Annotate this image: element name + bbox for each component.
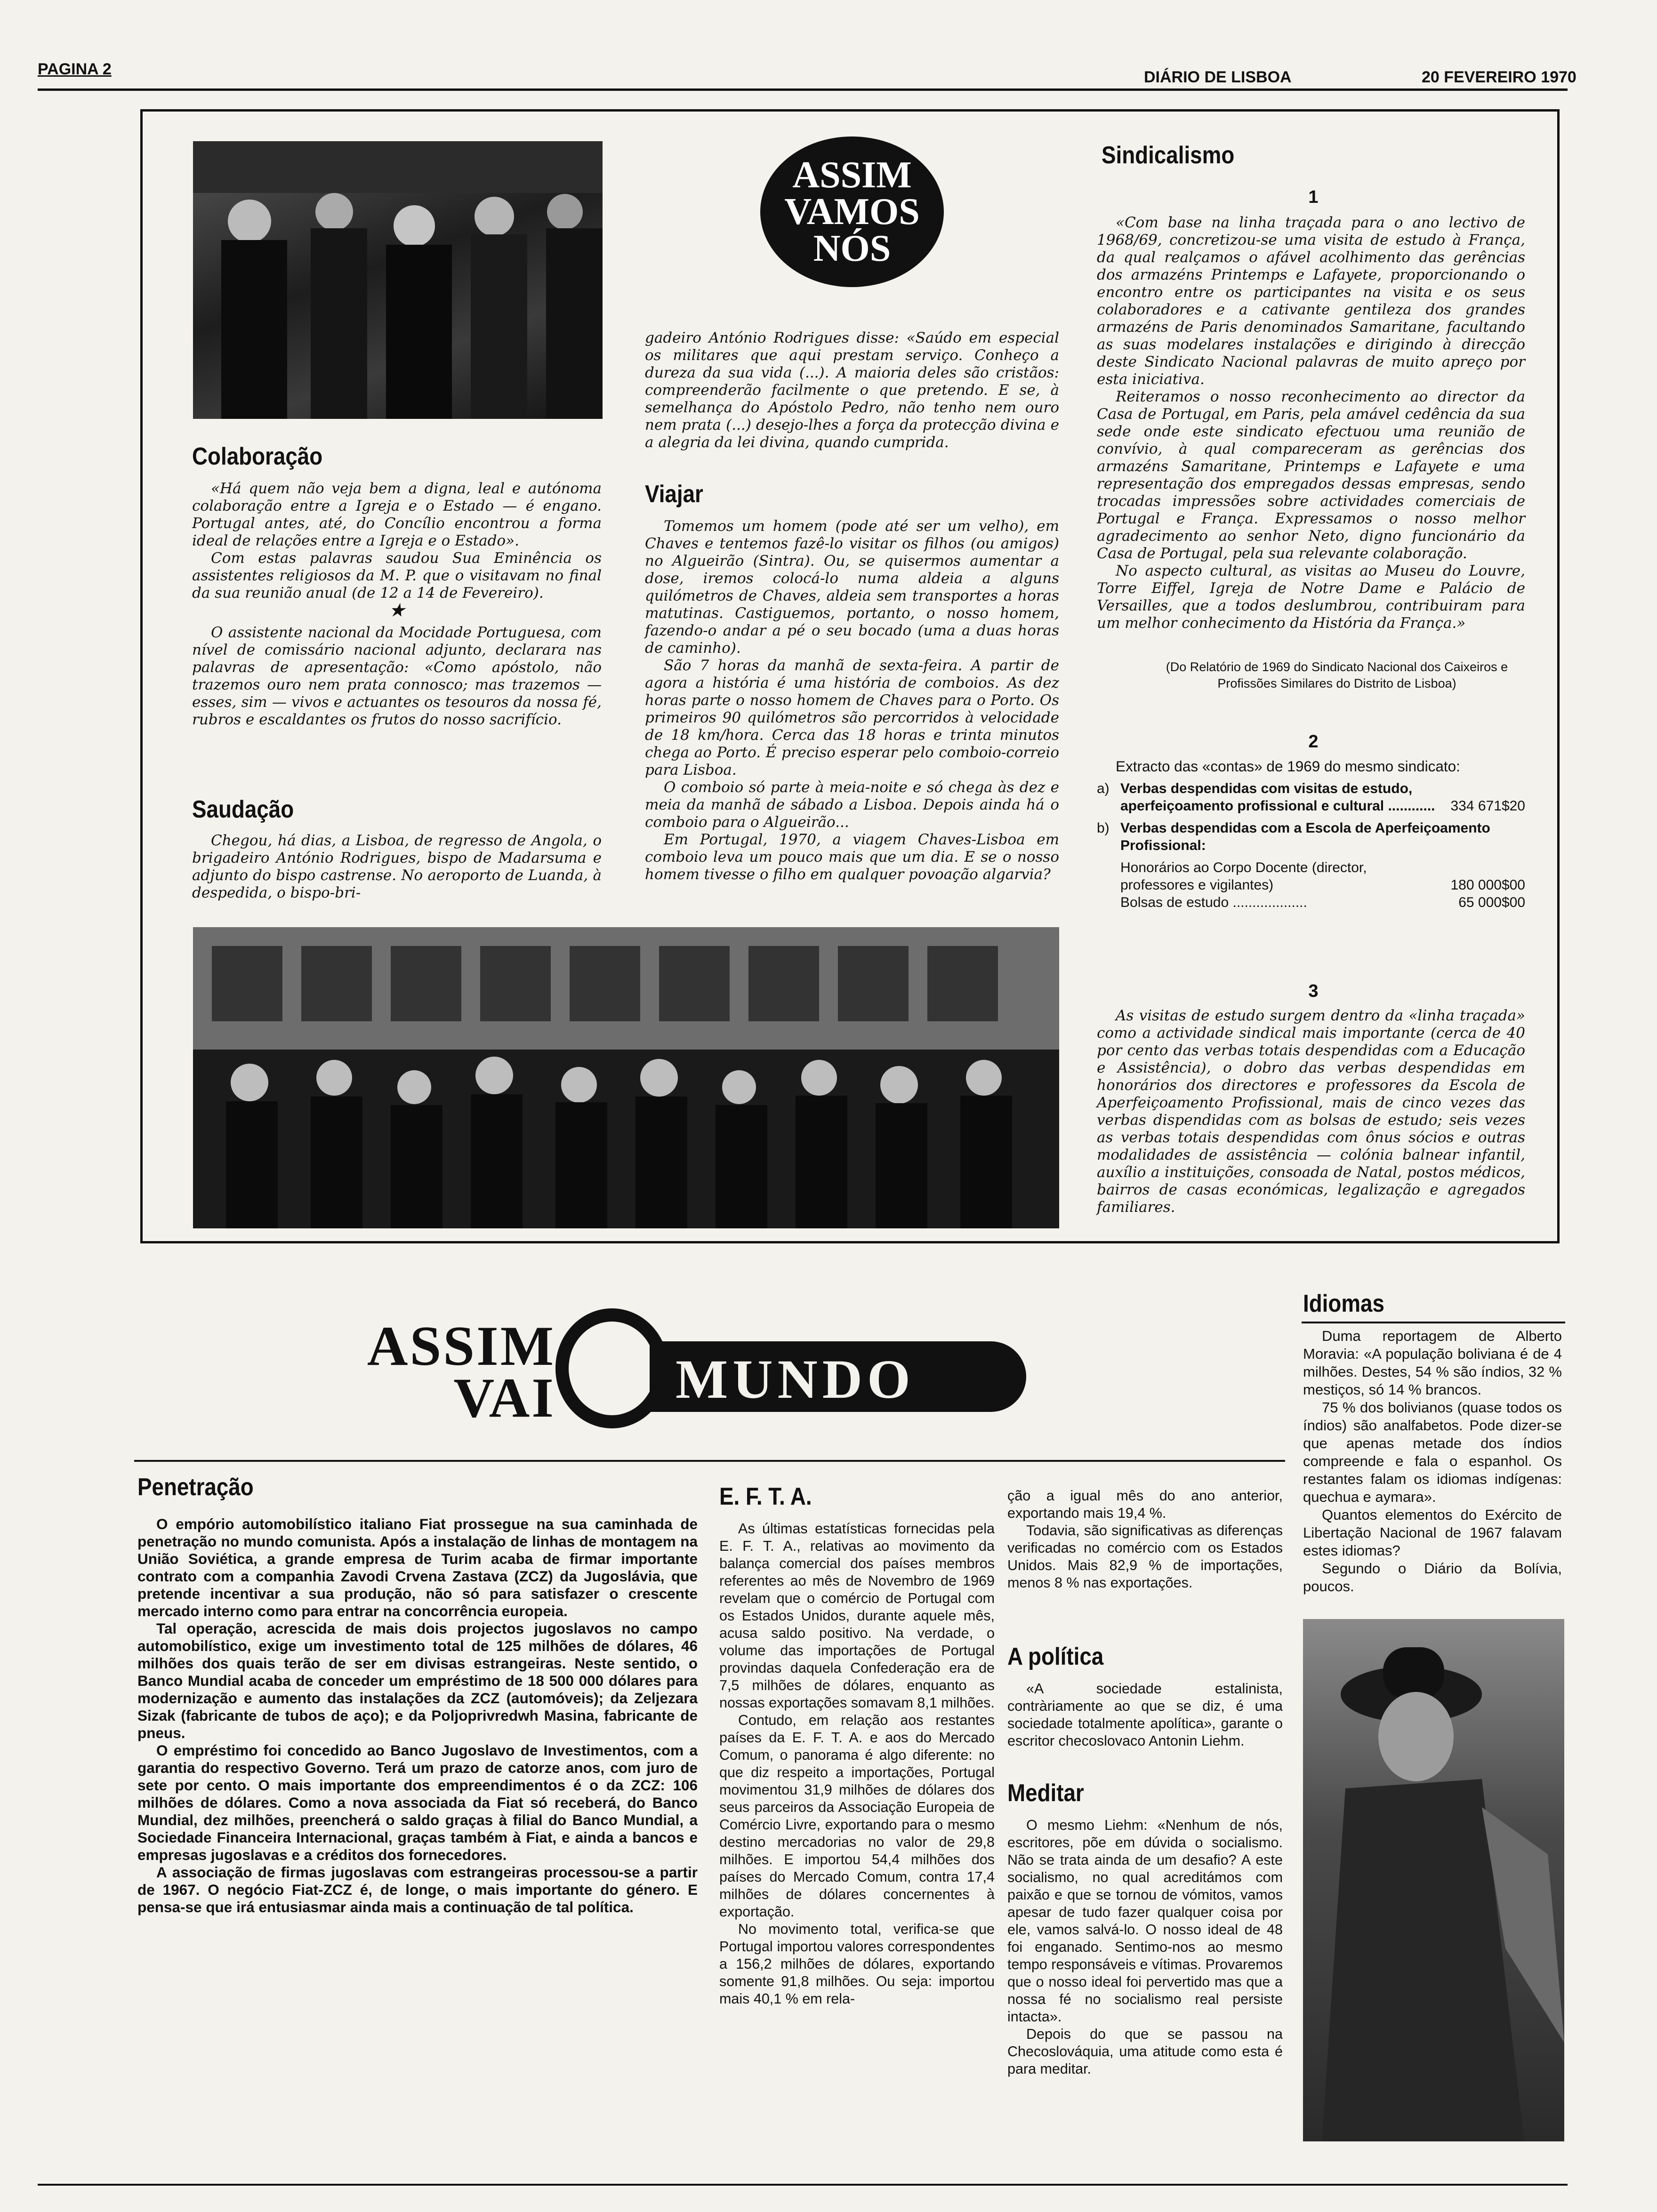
- row-b2-text: Bolsas de estudo ...................: [1120, 895, 1307, 910]
- colaboracao-p2: Com estas palavras saudou Sua Eminência os assistentes religiosos da M. P. que o visitavam no final da sua reunião anual (de 12 a 14 de Fevereiro).: [192, 550, 602, 601]
- efta-heading: E. F. T. A.: [719, 1483, 812, 1510]
- newspaper-name: DIÁRIO DE LISBOA: [1144, 68, 1292, 86]
- viajar-body: [645, 518, 1059, 883]
- accounts-intro: Extracto das «contas» de 1969 do mesmo sindicato:: [1116, 758, 1460, 775]
- meditar-body: [1007, 1817, 1283, 2078]
- politica-body: [1007, 1680, 1283, 1750]
- penetracao-p3: O empréstimo foi concedido ao Banco Jugoslavo de Investimentos, com a garantia do respectivo Governo. Terá um prazo de catorze anos, com juro de sete por cento. O mais importante dos empreendimentos é o da ZCZ: 106 milhões de dólares. Como a nova associada da Fiat só receberá, do Banco Mundial, dez milhões, preencherá o saldo graças à filial do Banco Mundial, a Sociedade Financeira Internacional, graças também à Fiat, e ainda a bancos e empresas jugoslavas e a créditos dos fornecedores.: [137, 1742, 698, 1863]
- idiomas-body: [1303, 1327, 1562, 1595]
- mundo-logo-vai: VAI: [453, 1366, 555, 1429]
- assim-vai-o-mundo-logo: [292, 1308, 1026, 1431]
- saudacao-heading: Saudação: [192, 796, 294, 823]
- accounts-row-b: [1097, 819, 1525, 854]
- penetracao-p4: A associação de firmas jugoslavas com estrangeiras processou-se a partir de 1967. O negócio Fiat-ZCZ é, de longe, o mais importante do género. E pensa-se que irá entusiasmar ainda mais a continuação de tal política.: [137, 1864, 698, 1915]
- row-b1-value: 180 000$00: [1450, 877, 1525, 893]
- accounts-row-a: [1097, 780, 1525, 815]
- sindicalismo-num-2: 2: [1308, 732, 1319, 752]
- colaboracao-p3: O assistente nacional da Mocidade Portuguesa, com nível de comissário nacional adjunto, declarara nas palavras de apresentação: «Como apóstolo, não trazemos ouro nem prata connosco; mas trazemos — esses, sim — vivos e actuantes os tesouros da nossa fé, rubros e escaldantes os frutos do nosso sacrifício.: [192, 624, 602, 728]
- penetracao-heading: Penetração: [137, 1474, 254, 1501]
- sindicalismo-source: (Do Relatório de 1969 do Sindicato Nacional dos Caixeiros e Profissões Similares do Distrito de Lisboa): [1166, 660, 1508, 690]
- saudacao-p1: Chegou, há dias, a Lisboa, de regresso de Angola, o brigadeiro António Rodrigues, bispo de Madarsuma e adjunto do bispo castrense. No aeroporto de Luanda, à despedida, o bispo-bri-: [192, 832, 602, 901]
- sindicalismo-p1: «Com base na linha traçada para o ano lectivo de 1968/69, concretizou-se uma visita de estudo à França, da qual realçamos o afável acolhimento das gerências dos armazéns Printemps e Lafayete, proporcionando o encontro entre os participantes na visita e os seus colaboradores e a cativante gentileza dos grandes armazéns de Paris denominados Samaritane, facultando as suas modelares instalações e dirigindo à direcção deste Sindicato Nacional palavras de muito apreço por esta iniciativa.: [1097, 214, 1525, 388]
- row-a-text: Verbas despendidas com visitas de estudo, aperfeiçoamento profissional e cultural ............: [1120, 781, 1435, 814]
- efta-body-col2: [1007, 1487, 1283, 1592]
- sindicalismo-body-1: [1097, 214, 1525, 632]
- meditar-p2: Depois do que se passou na Checoslováquia, uma atitude como esta é para meditar.: [1007, 2026, 1283, 2077]
- issue-date: 20 FEVEREIRO 1970: [1422, 68, 1577, 86]
- row-a-label: a): [1097, 781, 1110, 796]
- idiomas-p2: 75 % dos bolivianos (quase todos os índios) são analfabetos. Pode dizer-se que apenas metade dos índios compreende e fala o espanhol. Os restantes falam os idiomas indígenas: quechua e aymara».: [1303, 1399, 1562, 1505]
- efta-p4: ção a igual mês do ano anterior, exportando mais 19,4 %.: [1007, 1488, 1283, 1521]
- row-b-label: b): [1097, 820, 1110, 836]
- row-b1-text: Honorários ao Corpo Docente (director, professores e vigilantes): [1120, 860, 1367, 893]
- viajar-heading: Viajar: [645, 481, 703, 508]
- sindicalismo-p3: No aspecto cultural, as visitas ao Museu do Louvre, Torre Eiffel, Igreja de Notre Dame e Palácio de Versailles, que a todos deslumbrou, contribuiram para um melhor conhecimento da História da França.»: [1097, 562, 1525, 632]
- assim-vamos-nos-logo: [760, 136, 944, 287]
- sindicalismo-body-3: [1097, 1007, 1525, 1216]
- penetracao-p1: O empório automobilístico italiano Fiat prossegue na sua caminhada de penetração no mundo comunista. Após a instalação de linhas de montagem na União Soviética, a grande empresa de Turim acaba de firmar importante contrato com a companhia Zavodi Crvena Zastava (ZCZ) da Jugoslávia, que pretende incentivar a sua produção, não só para satisfazer o crescente mercado interno como para entrar na concorrência europeia.: [137, 1515, 698, 1619]
- logo-line-nos: NÓS: [813, 228, 891, 269]
- colaboracao-heading: Colaboração: [192, 443, 323, 470]
- sindicalismo-heading: Sindicalismo: [1102, 142, 1235, 169]
- efta-p3: No movimento total, verifica-se que Portugal importou valores correspondentes a 156,2 milhões de dólares, exportando somente 91,8 milhões. Ou seja: importou mais 40,1 % em rela-: [719, 1921, 995, 2007]
- clergy-photo-shapes: [193, 141, 603, 419]
- header-rule: [38, 88, 1568, 91]
- penetracao-body: [137, 1515, 698, 1916]
- sindicalismo-p4: As visitas de estudo surgem dentro da «linha traçada» como a actividade sindical mais importante (cerca de 40 por cento das verbas totais despendidas com a Educação e Assistência), o dobro das verbas despendidas em honorários dos directores e professores da Escola de Aperfeiçoamento Profissional, mais de cinco vezes das verbas dispendidas com as bolsas de estudo; seis vezes as verbas totais despendidas com ônus sócios e outras modalidades de assistência — colónia balnear infantil, auxílio a instituições, consoada de Natal, postos médicos, bairros de casas económicas, legalização e agregados familiares.: [1097, 1007, 1525, 1216]
- saudacao-p2: gadeiro António Rodrigues disse: «Saúdo em especial os militares que aqui prestam serviço. Conheço a dureza da sua vida (...). A maioria deles são cristãos: compreenderão facilmente o que pretendo. E se, à semelhança do Apóstolo Pedro, não tenho nem ouro nem prata (...) desejo-lhes a força da protecção divina e a alegria da lei divina, quando cumprida.: [645, 329, 1059, 451]
- row-b-text: Verbas despendidas com a Escola de Aperfeiçoamento Profissional:: [1120, 820, 1490, 853]
- idiomas-p4: Segundo o Diário da Bolívia, poucos.: [1303, 1560, 1562, 1595]
- viajar-p4: Em Portugal, 1970, a viagem Chaves-Lisboa em comboio leva um pouco mais que um dia. E se o nosso homem tivesse o filho em qualquer povoação algarvia?: [645, 831, 1059, 883]
- accounts-row-b2: [1097, 894, 1525, 911]
- mundo-logo-mundo: MUNDO: [676, 1348, 915, 1410]
- saudacao-body: [192, 832, 602, 902]
- train-passengers-photo: [193, 927, 1059, 1228]
- logo-line-vamos: VAMOS: [784, 191, 920, 232]
- idiomas-p1: Duma reportagem de Alberto Moravia: «A população boliviana é de 4 milhões. Destes, 54 % são índios, 32 % mestiços, só 14 % brancos.: [1303, 1328, 1562, 1398]
- viajar-p2: São 7 horas da manhã de sexta-feira. A partir de agora a história é uma história de comboios. As dez horas parte o nosso homem de Chaves para o Porto. Os primeiros 90 quilómetros são percorridos à velocidade de 18 km/hora. Cerca das 18 horas e trinta minutos chega ao Porto. É preciso esperar pelo comboio-correio para Lisboa.: [645, 657, 1059, 778]
- penetracao-p2: Tal operação, acrescida de mais dois projectos jugoslavos no campo automobilístico, exige um investimento total de 125 milhões de dólares, 46 milhões dos quais terão de ser em divisas estrangeiras. Neste sentido, o Banco Mundial acaba de conceder um empréstimo de 18 500 000 dólares para modernização e aumento das instalações da ZCZ (automóveis); da Zeljezara Sizak (fabricante de tubos de aço); e da Poljoprivredwh Masina, fabricante de pneus.: [137, 1620, 698, 1741]
- sindicalismo-p2: Reiteramos o nosso reconhecimento ao director da Casa de Portugal, em Paris, pela amável cedência da sua sede onde este sindicato efectuou uma reunião de convívio, à qual compareceram as gerências dos armazéns Samaritane, Printemps e Lafayete e uma representação dos empregados dessas empresas, sendo trocadas impressões sobre actividades comerciais de Portugal e França. Expressamos o nosso melhor agradecimento ao senhor Neto, digno funcionário da Casa de Portugal, pela sua relevante colaboração.: [1097, 388, 1525, 562]
- bottom-rule: [38, 2184, 1568, 2186]
- logo-line-assim: ASSIM: [792, 154, 912, 196]
- accounts-row-b1: [1097, 859, 1525, 894]
- saudacao-continuation: [645, 329, 1059, 451]
- page-number: PAGINA 2: [38, 60, 112, 78]
- politica-p1: «A sociedade estalinista, contràriamente ao que se diz, é uma sociedade totalmente apolítica», garante o escritor checoslovaco Antonin Liehm.: [1007, 1681, 1283, 1749]
- colaboracao-body: [192, 480, 602, 729]
- idiomas-rule: [1302, 1322, 1565, 1323]
- bolivia-photo-shapes: [1303, 1619, 1564, 2141]
- meditar-p1: O mesmo Liehm: «Nenhum de nós, escritores, põe em dúvida o socialismo. Não se trata ainda de um desafio? A este socialismo, no qual acreditámos com paixão e que se tornou de vómitos, vamos apesar de tudo fazer qualquer coisa por ele, vamos salvá-lo. O nosso ideal de 48 foi enganado. Sentimo-nos ao mesmo tempo responsáveis e vítimas. Provaremos que o nosso ideal foi pervertido mas que a nossa fé no socialismo real persiste intacta».: [1007, 1817, 1283, 2025]
- mundo-logo-assim: ASSIM: [367, 1314, 555, 1377]
- row-b2-value: 65 000$00: [1458, 895, 1525, 910]
- sindicalismo-accounts: [1097, 758, 1525, 911]
- efta-p5: Todavia, são significativas as diferenças verificadas no comércio com os Estados Unidos. Mais 82,9 % de importações, menos 8 % nas exportações.: [1007, 1523, 1283, 1591]
- bolivian-woman-photo: [1303, 1619, 1564, 2141]
- efta-p1: As últimas estatísticas fornecidas pela E. F. T. A., relativas ao movimento da balança comercial dos países membros referentes ao mês de Novembro de 1969 revelam que o comércio de Portugal com os Estados Unidos, durante aquele mês, acusa saldo positivo. Na verdade, o volume das importações de Portugal provindas daquela Confederação era de 7,5 milhões de dólares, enquanto as nossas exportações somavam 8,1 milhões.: [719, 1521, 995, 1711]
- efta-p2: Contudo, em relação aos restantes países da E. F. T. A. e aos do Mercado Comum, o panorama é algo diferente: no que diz respeito a importações, Portugal movimentou 31,9 milhões de dólares dos seus parceiros da Associação Europeia de Comércio Livre, exportando para o mesmo destino mercadorias no valor de 29,8 milhões. E importou 54,4 milhões dos países do Mercado Comum, contra 17,4 milhões de dólares concernentes à exportação.: [719, 1712, 995, 1920]
- idiomas-p3: Quantos elementos do Exército de Libertação Nacional de 1967 falavam estes idiomas?: [1303, 1507, 1562, 1559]
- train-photo-shapes: [193, 927, 1059, 1228]
- efta-body-col1: [719, 1520, 995, 2008]
- viajar-p3: O comboio só parte à meia-noite e só chega às dez e meia da manhã de sábado a Lisboa. Depois ainda há o comboio para o Algueirão...: [645, 779, 1059, 831]
- penetracao-rule: [134, 1460, 1285, 1462]
- meditar-heading: Meditar: [1007, 1779, 1084, 1807]
- sindicalismo-num-3: 3: [1308, 981, 1319, 1001]
- colaboracao-p1: «Há quem não veja bem a digna, leal e autónoma colaboração entre a Igreja e o Estado — é engano. Portugal antes, até, do Concílio encontrou a forma ideal de relações entre a Igreja e o Estado».: [192, 480, 602, 549]
- clergy-meeting-photo: [193, 141, 603, 419]
- sindicalismo-num-1: 1: [1308, 187, 1319, 207]
- star-separator: ★: [388, 600, 405, 621]
- viajar-p1: Tomemos um homem (pode até ser um velho), em Chaves e tentemos fazê-lo visitar os filhos (ou amigos) no Algueirão (Sintra). Ou, se quisermos aumentar a dose, iremos colocá-lo numa aldeia a alguns quilómetros de Chaves, aldeia sem transportes a horas matutinas. Castiguemos, portanto, o nosso homem, fazendo-o andar a pé o seu bocado (uma a duas horas de caminho).: [645, 518, 1059, 657]
- idiomas-heading: Idiomas: [1303, 1290, 1384, 1317]
- row-a-value: 334 671$20: [1450, 798, 1525, 814]
- politica-heading: A política: [1007, 1643, 1104, 1670]
